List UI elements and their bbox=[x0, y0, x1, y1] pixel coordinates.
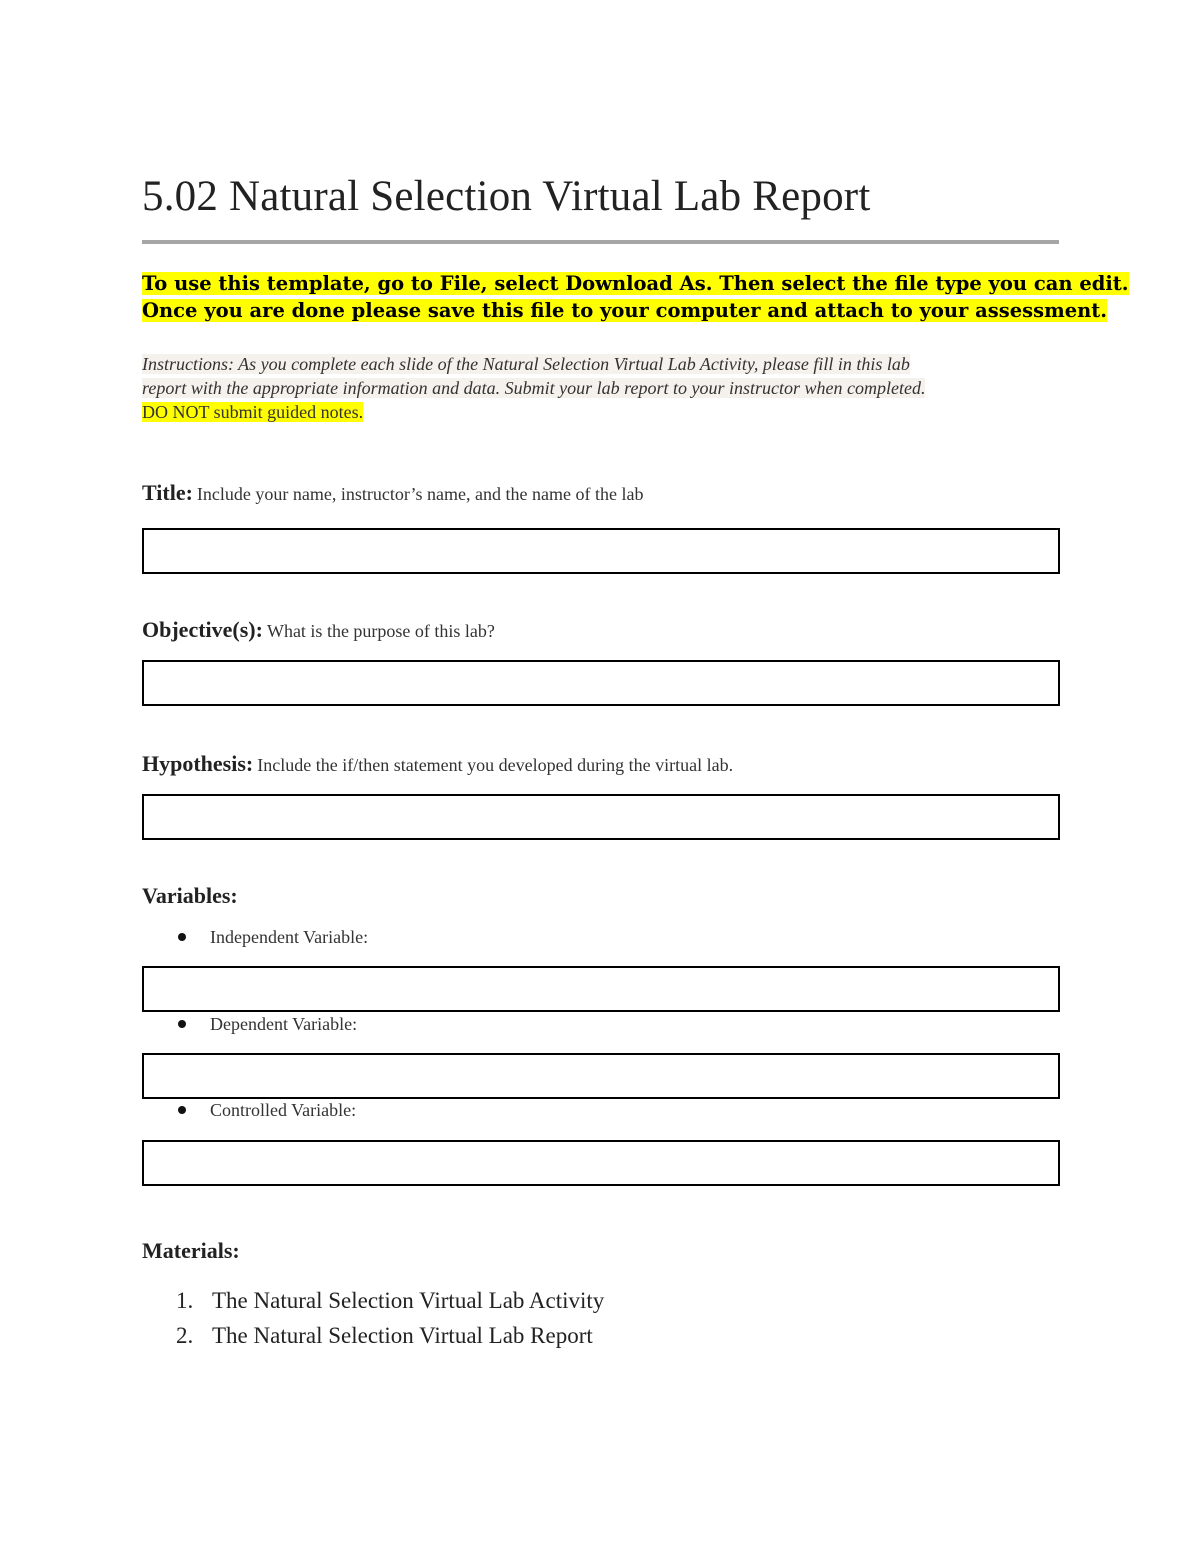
independent-variable-answer-box[interactable] bbox=[142, 966, 1060, 1012]
controlled-variable-label: Controlled Variable: bbox=[210, 1100, 357, 1120]
objective-description: What is the purpose of this lab? bbox=[266, 621, 495, 641]
dependent-variable-label: Dependent Variable: bbox=[210, 1014, 358, 1034]
title-label: Title: bbox=[142, 480, 193, 505]
dependent-variable-item bbox=[178, 1014, 357, 1035]
instructions-text bbox=[142, 352, 1062, 424]
independent-variable-label: Independent Variable: bbox=[210, 927, 369, 947]
objective-answer-box[interactable] bbox=[142, 660, 1060, 706]
materials-item-number: 2. bbox=[176, 1323, 194, 1348]
notice-line-2: Once you are done please save this file to your computer and attach to your assessment. bbox=[142, 299, 1108, 322]
controlled-variable-item bbox=[178, 1100, 356, 1121]
variables-section-heading bbox=[142, 883, 238, 909]
bullet-icon bbox=[178, 1106, 186, 1114]
materials-item-text: The Natural Selection Virtual Lab Report bbox=[212, 1323, 593, 1348]
title-answer-box[interactable] bbox=[142, 528, 1060, 574]
hypothesis-label: Hypothesis: bbox=[142, 751, 254, 776]
materials-item-number: 1. bbox=[176, 1288, 194, 1313]
materials-list-item bbox=[176, 1288, 604, 1314]
objective-label: Objective(s): bbox=[142, 617, 263, 642]
title-description: Include your name, instructor’s name, and the name of the lab bbox=[196, 484, 644, 504]
hypothesis-section-heading bbox=[142, 751, 733, 777]
variables-label: Variables: bbox=[142, 883, 238, 908]
title-section-heading bbox=[142, 480, 643, 506]
hypothesis-description: Include the if/then statement you developed during the virtual lab. bbox=[257, 755, 734, 775]
controlled-variable-answer-box[interactable] bbox=[142, 1140, 1060, 1186]
hypothesis-answer-box[interactable] bbox=[142, 794, 1060, 840]
instructions-line-3: DO NOT submit guided notes. bbox=[142, 402, 364, 422]
objective-section-heading bbox=[142, 617, 495, 643]
independent-variable-item bbox=[178, 927, 368, 948]
notice-line-1: To use this template, go to File, select Download As. Then select the file type you can edit. bbox=[142, 272, 1129, 295]
materials-list-item bbox=[176, 1323, 593, 1349]
title-divider bbox=[142, 240, 1059, 244]
document-title: 5.02 Natural Selection Virtual Lab Report bbox=[142, 173, 871, 220]
materials-label: Materials: bbox=[142, 1238, 240, 1263]
instructions-line-2: report with the appropriate information and data. Submit your lab report to your instructor when completed. bbox=[142, 378, 926, 398]
instructions-line-1: Instructions: As you complete each slide of the Natural Selection Virtual Lab Activity, please fill in this lab bbox=[142, 354, 910, 374]
dependent-variable-answer-box[interactable] bbox=[142, 1053, 1060, 1099]
materials-item-text: The Natural Selection Virtual Lab Activity bbox=[212, 1288, 605, 1313]
bullet-icon bbox=[178, 1020, 186, 1028]
materials-section-heading bbox=[142, 1238, 240, 1264]
template-notice bbox=[142, 270, 1129, 324]
bullet-icon bbox=[178, 933, 186, 941]
